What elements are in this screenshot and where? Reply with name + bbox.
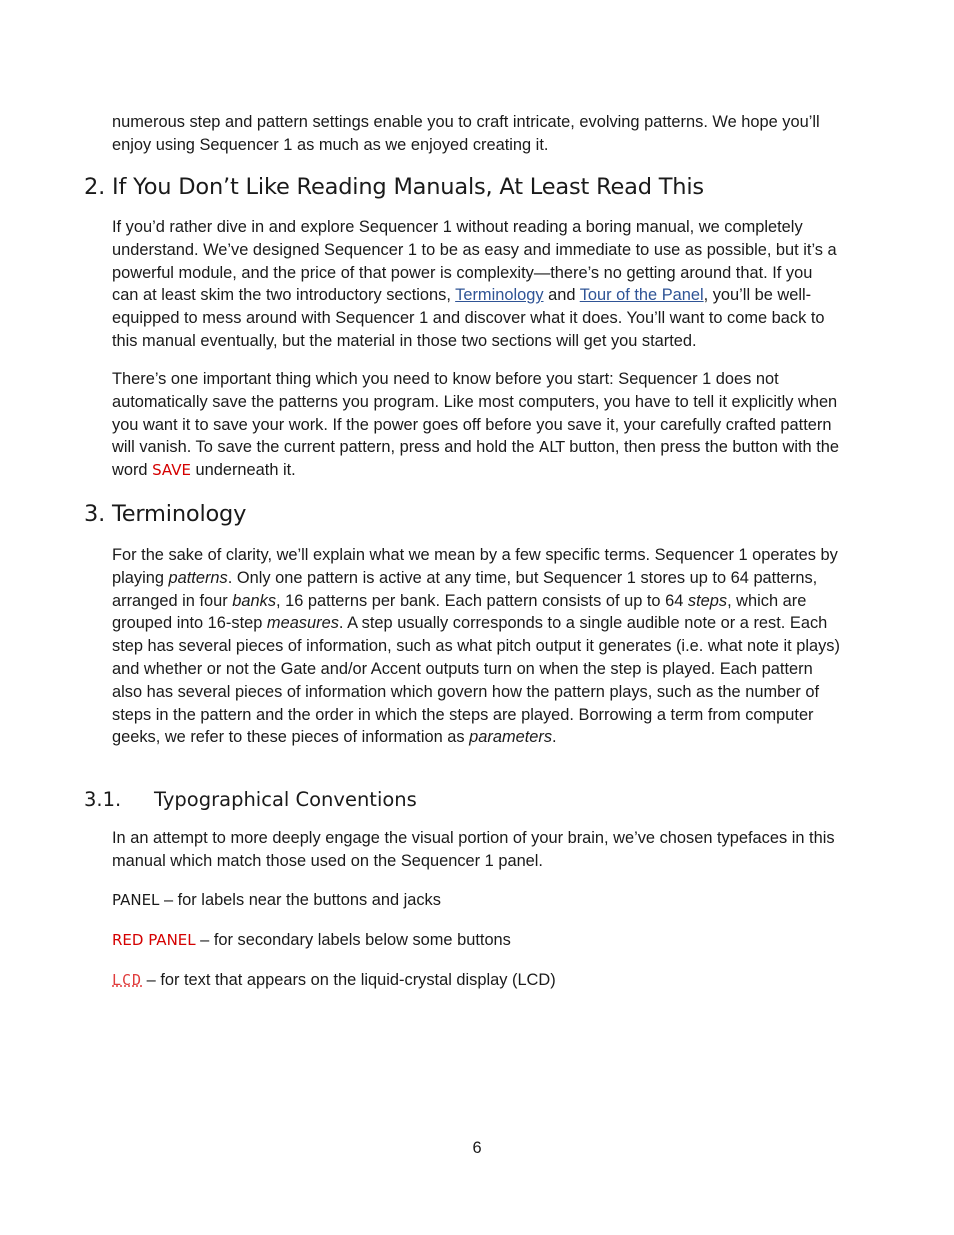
text-run: .	[552, 728, 557, 747]
text-run: For the sake of clarity, we’ll explain what we mean by a few specific terms. Sequencer 1 operates by playing	[112, 546, 838, 587]
text-run: If you’d rather dive in and explore Sequencer 1 without reading a boring manual, we completely understand. We’ve designed Sequencer 1 to be as easy and immediate to use as possible, but it’s a powerful module, and the price of that power is complexity—there’s no getting around that. If you can at least skim the two introductory sections,	[112, 218, 837, 305]
term-measures: measures	[266, 614, 339, 633]
panel-typeface-sample: PANEL	[112, 891, 160, 909]
section-2-paragraph-2	[112, 368, 842, 482]
text-run: There’s one important thing which you need to know before you start: Sequencer 1 does not automatically save the patterns you program. Like most computers, you have to tell it explicitly when you want it to save your work. If the power goes off before you save it, your carefully crafted pattern will vanish. To save the current pattern, press and hold the	[112, 370, 838, 457]
section-3-number: 3.	[84, 501, 106, 527]
section-3-1-title: Typographical Conventions	[154, 788, 417, 811]
convention-item-panel	[112, 889, 842, 912]
convention-item-lcd	[112, 969, 842, 992]
save-red-panel-label: SAVE	[152, 461, 191, 480]
section-3-1-number: 3.1.	[84, 788, 122, 811]
convention-description: – for labels near the buttons and jacks	[159, 891, 441, 909]
page-number: 6	[472, 1139, 482, 1157]
convention-description: – for secondary labels below some buttons	[195, 931, 511, 949]
section-3-title: Terminology	[112, 501, 247, 527]
alt-panel-label: ALT	[539, 438, 565, 457]
terminology-link[interactable]: Terminology	[455, 286, 544, 305]
section-2-paragraph-1	[112, 216, 842, 353]
term-banks: banks	[232, 591, 277, 610]
text-run: , 16 patterns per bank. Each pattern consists of up to 64	[276, 591, 688, 610]
convention-description: – for text that appears on the liquid-crystal display (LCD)	[142, 971, 556, 989]
red-panel-typeface-sample: RED PANEL	[112, 931, 196, 949]
text-run: underneath it.	[190, 461, 296, 480]
term-steps: steps	[687, 591, 728, 610]
text-run: , which are grouped into 16-step	[112, 591, 807, 633]
section-3-1-heading	[84, 788, 417, 812]
text-run: button, then press the button with the word	[112, 438, 840, 480]
text-run: and	[543, 286, 580, 305]
section-3-paragraph-1	[112, 544, 842, 749]
section-3-1-paragraph-1: In an attempt to more deeply engage the visual portion of your brain, we’ve chosen typefaces in this manual which match those used on the Sequencer 1 panel.	[112, 829, 835, 870]
tour-of-the-panel-link[interactable]: Tour of the Panel	[579, 286, 704, 305]
section-2-heading	[84, 173, 704, 201]
text-run: . Only one pattern is active at any time, but Sequencer 1 stores up to 64 patterns, arranged in four	[112, 568, 818, 610]
lcd-typeface-sample: LCD	[112, 971, 143, 989]
section-3-heading	[84, 500, 246, 528]
intro-paragraph-tail: numerous step and pattern settings enable you to craft intricate, evolving patterns. We hope you’ll enjoy using Sequencer 1 as much as we enjoyed creating it.	[112, 113, 820, 154]
term-patterns: patterns	[168, 568, 228, 587]
convention-item-red-panel	[112, 929, 842, 952]
term-parameters: parameters	[469, 728, 553, 747]
section-2-title: If You Don’t Like Reading Manuals, At Least Read This	[112, 174, 704, 200]
text-run: . A step usually corresponds to a single audible note or a rest. Each step has several pieces of information, such as what pitch output it generates (i.e. what note it plays) and whether or not the Gate and/or Accent outputs turn on when the step is played. Each pattern also has several pieces of information which govern how the pattern plays, such as the number of steps in the pattern and the order in which the steps are played. Borrowing a term from computer geeks, we refer to these pieces of information as	[112, 614, 840, 747]
text-run: , you’ll be well-equipped to mess around with Sequencer 1 and discover what it does. You’ll want to come back to this manual eventually, but the material in those two sections will get you started.	[112, 286, 825, 350]
section-2-number: 2.	[84, 174, 106, 200]
